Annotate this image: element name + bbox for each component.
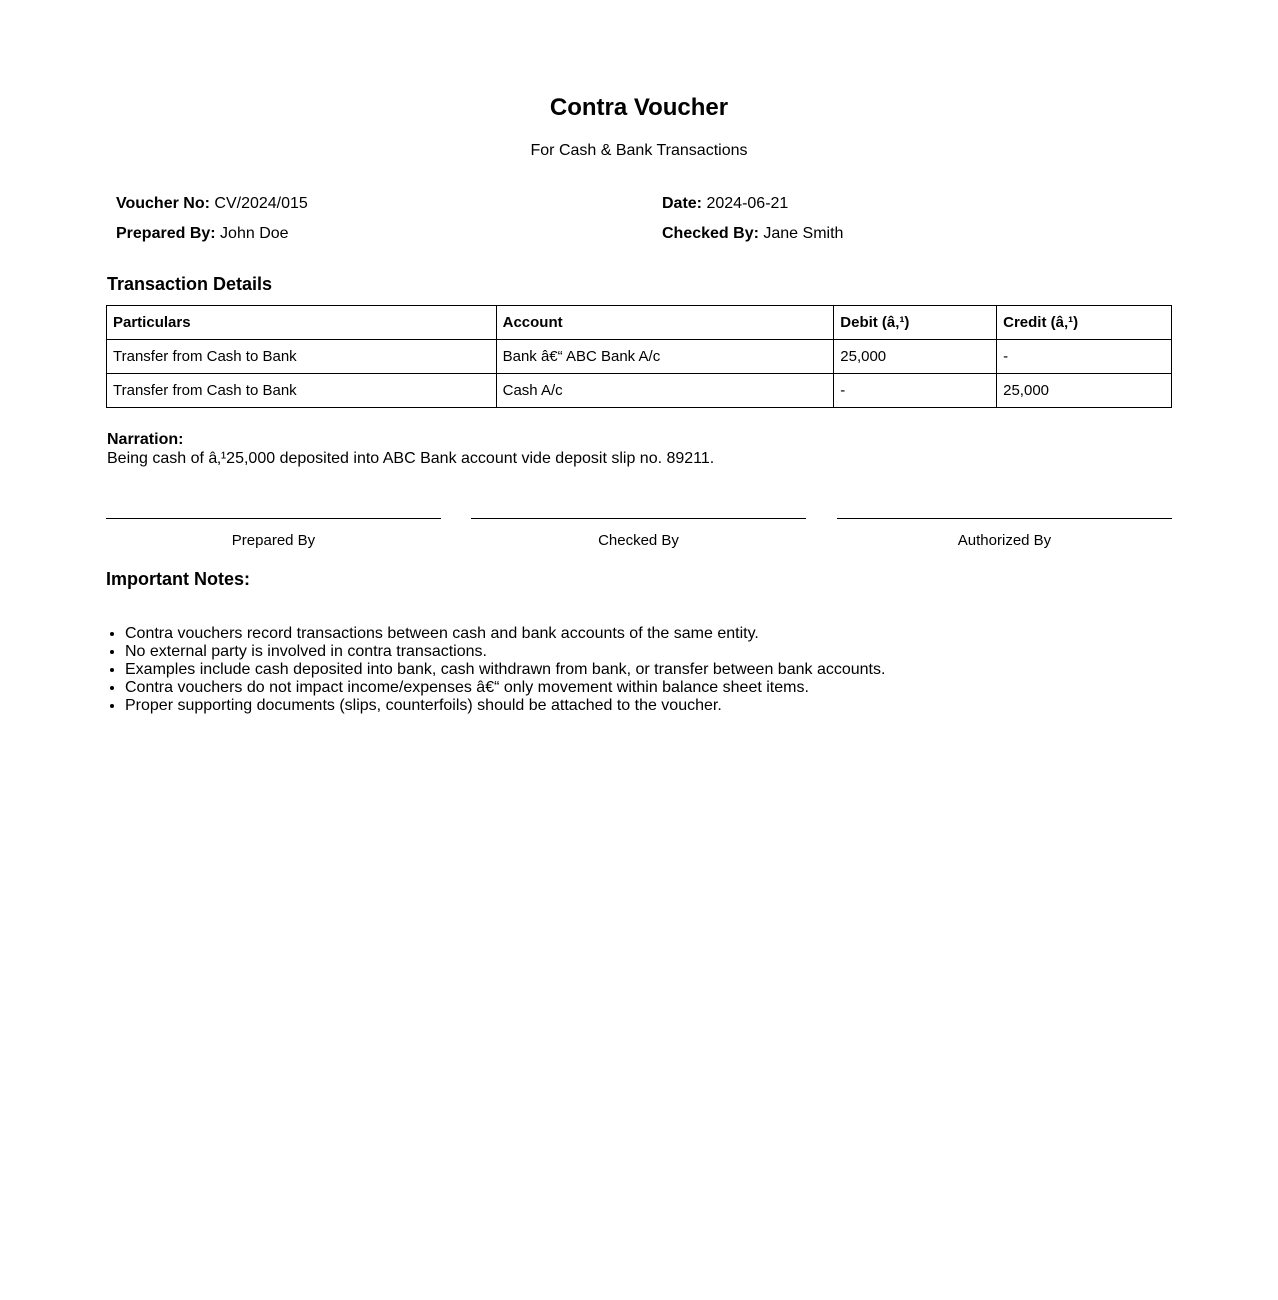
page-subtitle: For Cash & Bank Transactions — [530, 142, 748, 159]
list-item: • Contra vouchers record transactions between cash and bank accounts of the same entity. — [125, 625, 1165, 643]
checked-by-value: Jane Smith — [763, 225, 844, 242]
narration-text: Being cash of â‚¹25,000 deposited into ABC Bank account vide deposit slip no. 89211. — [107, 450, 715, 467]
voucher-no-value: CV/2024/015 — [214, 195, 308, 212]
notes-list — [106, 625, 1165, 715]
cell-account: Cash A/c — [496, 374, 834, 408]
transaction-details-heading: Transaction Details — [107, 274, 273, 294]
prepared-by-label: Prepared By: — [116, 225, 216, 242]
signature-authorized-by — [837, 518, 1172, 551]
checked-by-field — [662, 224, 843, 244]
column-header-credit: Credit (â‚¹) — [997, 306, 1172, 340]
signature-checked-by — [471, 518, 806, 551]
cell-debit: - — [834, 374, 997, 408]
date-value: 2024-06-21 — [706, 195, 789, 212]
cell-credit: - — [997, 340, 1172, 374]
signature-label: Prepared By — [231, 532, 316, 549]
narration-label: Narration: — [107, 431, 184, 448]
list-item: • Contra vouchers do not impact income/expenses â€“ only movement within balance sheet items. — [125, 679, 1165, 697]
list-item: • No external party is involved in contra transactions. — [125, 643, 1165, 661]
column-header-particulars: Particulars — [107, 306, 497, 340]
page-title: Contra Voucher — [549, 94, 729, 121]
date-field — [662, 194, 788, 214]
date-label: Date: — [662, 195, 703, 212]
list-item: • Proper supporting documents (slips, counterfoils) should be attached to the voucher. — [125, 697, 1165, 715]
cell-credit: 25,000 — [997, 374, 1172, 408]
column-header-account: Account — [496, 306, 834, 340]
list-item: • Examples include cash deposited into bank, cash withdrawn from bank, or transfer between bank accounts. — [125, 661, 1165, 679]
table-row — [107, 374, 1172, 408]
checked-by-label: Checked By: — [662, 225, 759, 242]
signature-label: Checked By — [598, 532, 679, 549]
notes-heading: Important Notes: — [106, 569, 250, 589]
voucher-no-label: Voucher No: — [116, 195, 210, 212]
prepared-by-field — [116, 224, 289, 244]
table-header-row — [107, 306, 1172, 340]
voucher-no-field — [116, 194, 308, 214]
table-row — [107, 340, 1172, 374]
cell-particulars: Transfer from Cash to Bank — [107, 374, 497, 408]
prepared-by-value: John Doe — [220, 225, 289, 242]
cell-particulars: Transfer from Cash to Bank — [107, 340, 497, 374]
cell-debit: 25,000 — [834, 340, 997, 374]
signature-label: Authorized By — [957, 532, 1052, 549]
transaction-table — [106, 305, 1172, 408]
cell-account: Bank â€“ ABC Bank A/c — [496, 340, 834, 374]
column-header-debit: Debit (â‚¹) — [834, 306, 997, 340]
signature-prepared-by — [106, 518, 441, 551]
